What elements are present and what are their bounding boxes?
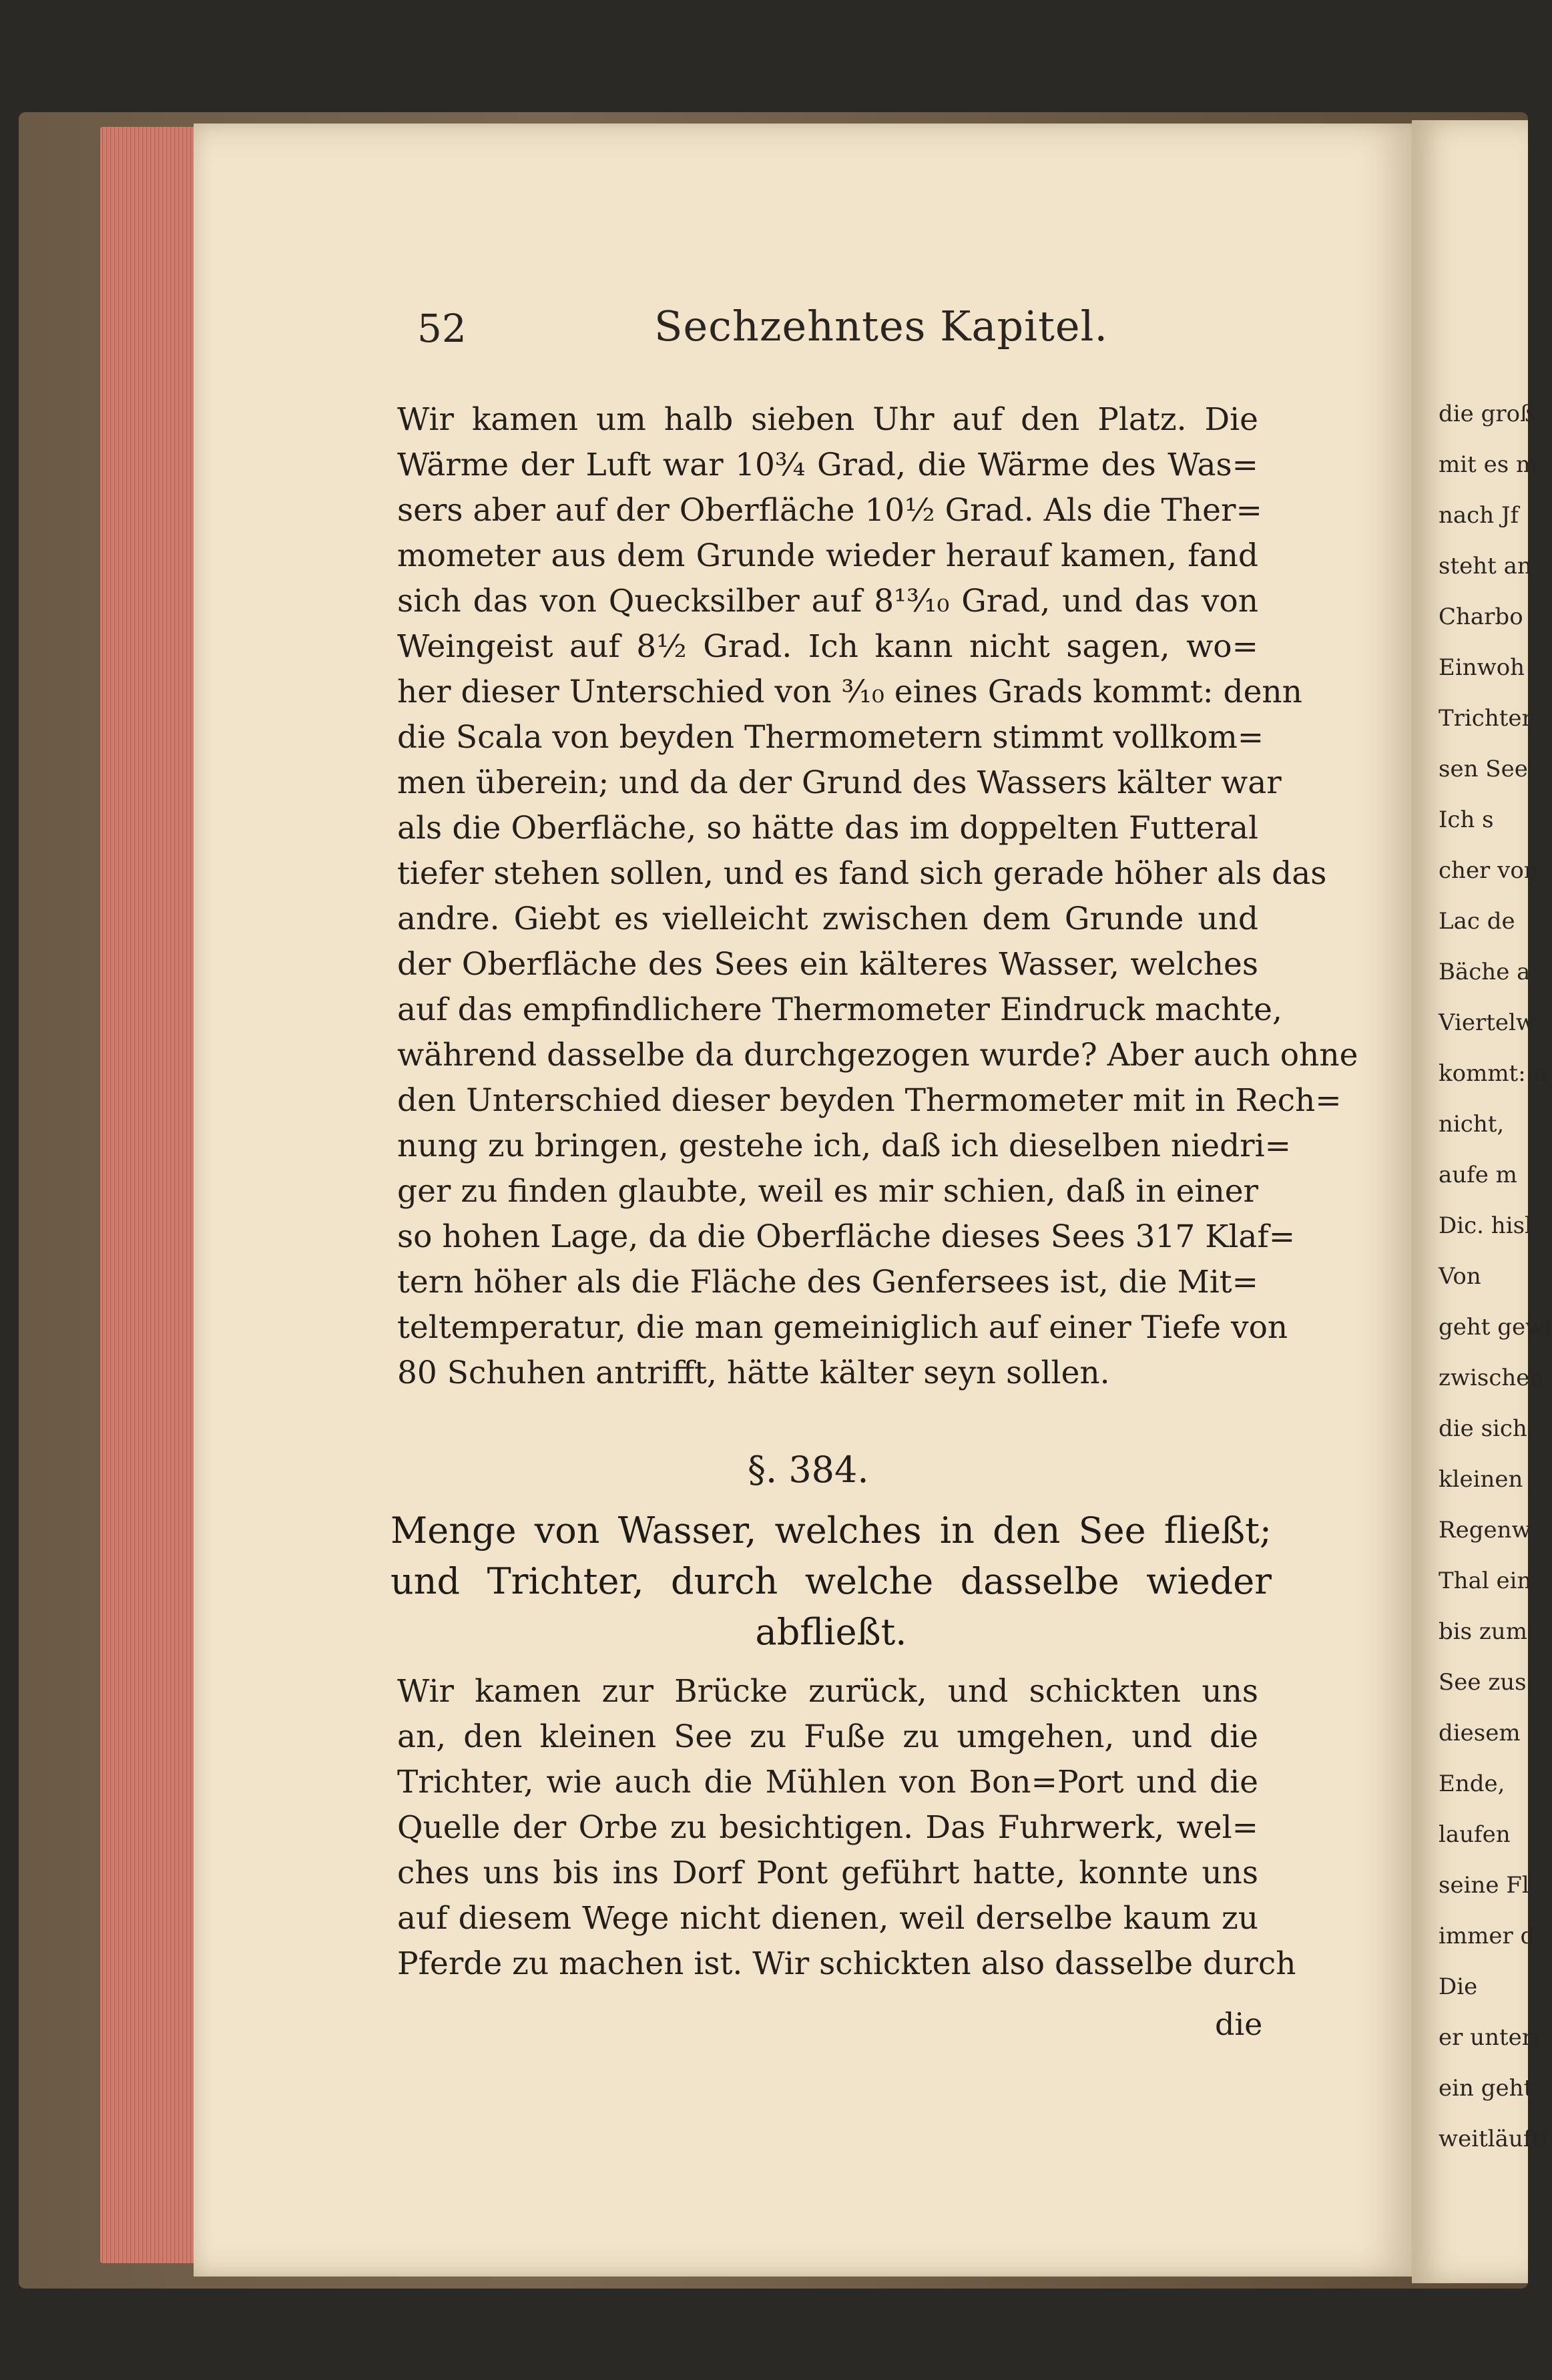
paragraph-1 <box>397 397 1358 1405</box>
text-line: sers aber auf der Oberfläche 10½ Grad. Als die Ther= <box>397 492 1262 529</box>
running-head <box>417 302 1238 352</box>
adjacent-page-fragment: Viertelw <box>1439 1009 1535 1036</box>
adjacent-page-fragment: cher von <box>1439 857 1539 884</box>
catchword: die <box>1215 2006 1263 2042</box>
text-line: men überein; und da der Grund des Wassers kälter war <box>397 764 1282 801</box>
adjacent-page-fragment: nicht, <box>1439 1111 1505 1138</box>
adjacent-page-fragment: immer d <box>1439 1923 1535 1949</box>
heading-line: und Trichter, durch welche dasselbe wieder <box>391 1560 1272 1602</box>
text-line: Quelle der Orbe zu besichtigen. Das Fuhrwerk, wel= <box>397 1809 1258 1846</box>
text-line: sich das von Quecksilber auf 8¹³⁄₁₀ Grad, und das von <box>397 583 1258 620</box>
text-line: so hohen Lage, da die Oberfläche dieses Sees 317 Klaf= <box>397 1218 1296 1255</box>
adjacent-page-fragment: Charbo <box>1439 604 1523 630</box>
adjacent-page-fragment: seine Fl <box>1439 1872 1529 1899</box>
text-line: während dasselbe da durchgezogen wurde? Aber auch ohne <box>397 1037 1358 1074</box>
text-line: tern höher als die Fläche des Genfersees ist, die Mit= <box>397 1264 1258 1300</box>
adjacent-page-fragment: See zus <box>1439 1669 1527 1696</box>
text-line: an, den kleinen See zu Fuße zu umgehen, und die <box>397 1718 1258 1755</box>
text-line: nung zu bringen, gestehe ich, daß ich dieselben niedri= <box>397 1128 1292 1164</box>
adjacent-page-fragment: geht gewi <box>1439 1314 1552 1341</box>
text-line: ger zu finden glaubte, weil es mir schien, daß in einer <box>397 1173 1258 1210</box>
adjacent-page-fragment: kommt: n <box>1439 1060 1548 1087</box>
adjacent-page-fragment: Thal ein <box>1439 1568 1532 1594</box>
adjacent-page-fragment: ein geht <box>1439 2075 1533 2102</box>
text-line: Weingeist auf 8½ Grad. Ich kann nicht sagen, wo= <box>397 628 1258 665</box>
adjacent-page-fragment: die groß <box>1439 401 1535 427</box>
adjacent-page-fragment: kleinen <box>1439 1466 1523 1493</box>
chapter-title: Sechzehntes Kapitel. <box>654 302 1109 350</box>
adjacent-page-fragment: die sich <box>1439 1415 1527 1442</box>
text-line: ches uns bis ins Dorf Pont geführt hatte, konnte uns <box>397 1855 1258 1891</box>
text-line: teltemperatur, die man gemeiniglich auf einer Tiefe von <box>397 1309 1288 1346</box>
text-line: auf diesem Wege nicht dienen, weil derselbe kaum zu <box>397 1900 1258 1937</box>
adjacent-page-fragment: weitläufti <box>1439 2126 1548 2152</box>
adjacent-page-fragment: Ich s <box>1439 806 1494 833</box>
adjacent-page-fragment: Einwoh <box>1439 654 1525 681</box>
adjacent-page-fragment: laufen <box>1439 1821 1511 1848</box>
adjacent-page-fragment: Die <box>1439 1973 1478 2000</box>
heading-line: Menge von Wasser, welches in den See fließt; <box>391 1509 1272 1552</box>
text-line: her dieser Unterschied von ³⁄₁₀ eines Grads kommt: denn <box>397 674 1302 710</box>
adjacent-page-fragment: nach Jf <box>1439 502 1519 529</box>
text-line: andre. Giebt es vielleicht zwischen dem Grunde und <box>397 901 1258 937</box>
text-line: den Unterschied dieser beyden Thermometer mit in Rech= <box>397 1082 1342 1119</box>
adjacent-page-fragment: Trichter <box>1439 705 1533 732</box>
section-number: §. 384. <box>748 1449 869 1491</box>
page-edges <box>100 127 204 2263</box>
text-line: Wärme der Luft war 10¾ Grad, die Wärme des Was= <box>397 447 1258 483</box>
text-line: als die Oberfläche, so hätte das im doppelten Futteral <box>397 810 1258 847</box>
text-line: Trichter, wie auch die Mühlen von Bon=Port und die <box>397 1764 1258 1801</box>
adjacent-page-fragment: Ende, <box>1439 1770 1505 1797</box>
adjacent-page-fragment: Von <box>1439 1263 1481 1290</box>
text-line: Wir kamen um halb sieben Uhr auf den Platz. Die <box>397 401 1258 438</box>
text-line: Pferde zu machen ist. Wir schickten also dasselbe durch <box>397 1945 1296 1982</box>
text-line: die Scala von beyden Thermometern stimmt vollkom= <box>397 719 1264 756</box>
adjacent-page-fragment: Bäche a <box>1439 959 1531 985</box>
page-number: 52 <box>417 306 467 351</box>
adjacent-page-fragment: er unteri <box>1439 2024 1540 2051</box>
adjacent-page-fragment: Regenw <box>1439 1517 1531 1543</box>
adjacent-page-fragment: zwischen <box>1439 1365 1545 1391</box>
adjacent-page-fragment: Dic. hisl <box>1439 1212 1532 1239</box>
adjacent-page-fragment: Lac de <box>1439 908 1515 935</box>
adjacent-page <box>1412 120 1552 2283</box>
adjacent-page-fragment: aufe m <box>1439 1162 1517 1188</box>
adjacent-page-fragment: diesem <box>1439 1720 1521 1746</box>
paragraph-2 <box>397 1669 1296 2043</box>
text-line: auf das empfindlichere Thermometer Eindruck machte, <box>397 991 1282 1028</box>
text-line: Wir kamen zur Brücke zurück, und schickten uns <box>397 1673 1258 1710</box>
text-line: mometer aus dem Grunde wieder herauf kamen, fand <box>397 537 1258 574</box>
heading-line: abfließt. <box>755 1611 907 1653</box>
adjacent-page-fragment: steht an <box>1439 553 1532 579</box>
adjacent-page-fragment: bis zum <box>1439 1618 1527 1645</box>
text-line: der Oberfläche des Sees ein kälteres Wasser, welches <box>397 946 1258 983</box>
text-line: tiefer stehen sollen, und es fand sich gerade höher als das <box>397 855 1327 892</box>
adjacent-page-fragment: sen See <box>1439 756 1528 782</box>
text-line: 80 Schuhen antrifft, hätte kälter seyn sollen. <box>397 1355 1110 1391</box>
adjacent-page-fragment: mit es m <box>1439 451 1538 478</box>
section-heading <box>391 1505 1272 1658</box>
